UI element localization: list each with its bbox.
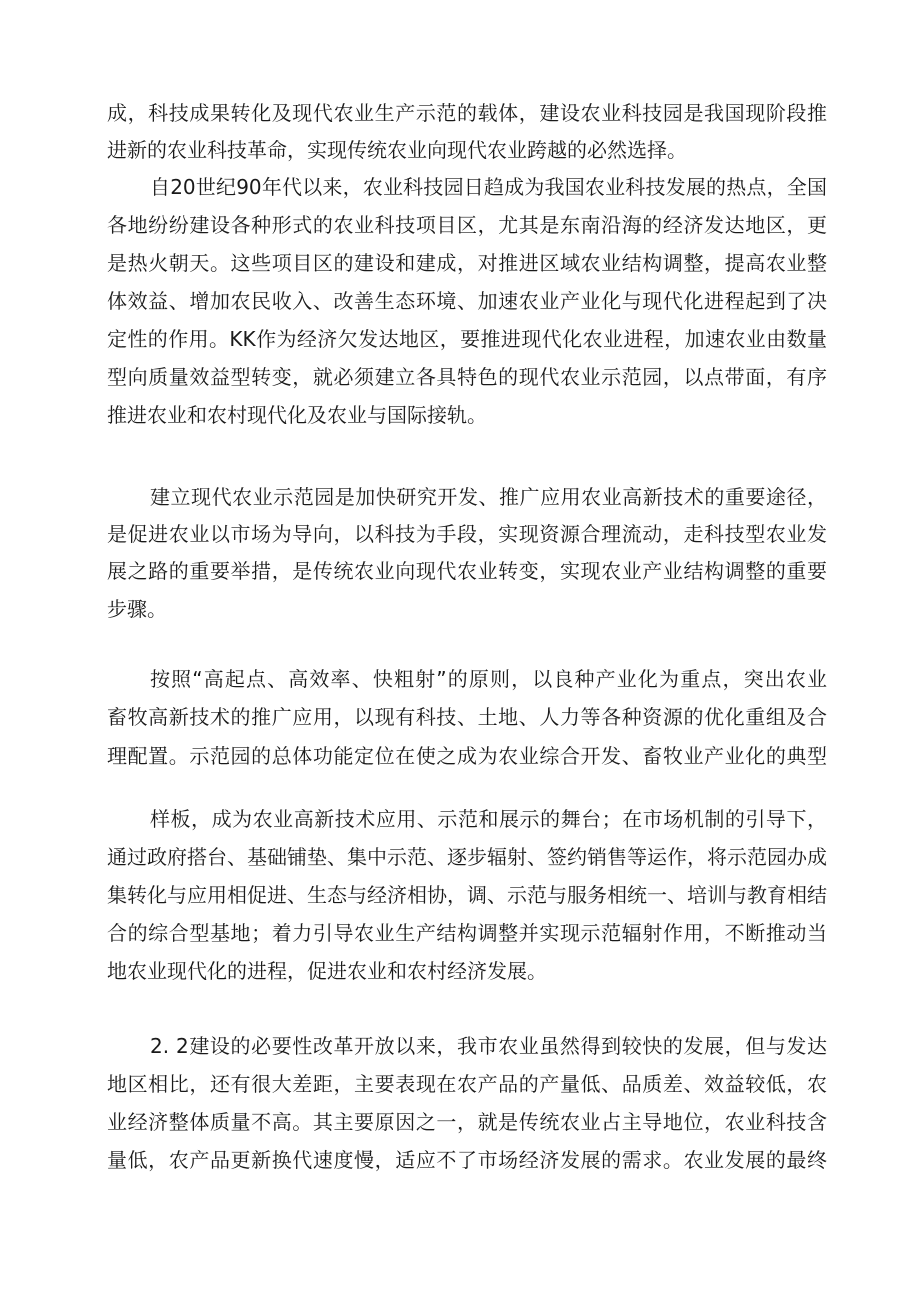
paragraph-3-line-1: 畜牧高新技术的推广应用，以现有科技、土地、人力等各种资源的优化重组及合: [107, 705, 827, 729]
paragraph-1-line-6: 推进农业和农村现代化及农业与国际接轨。: [107, 403, 487, 427]
paragraph-4-line-4: 地农业现代化的进程，促进农业和农村经济发展。: [107, 959, 547, 983]
paragraph-4-line-3: 合的综合型基地；着力引导农业生产结构调整并实现示范辐射作用，不断推动当: [107, 921, 827, 945]
paragraph-2-line-3: 步骤。: [107, 597, 167, 621]
paragraph-1-line-3: 体效益、增加农民收入、改善生态环境、加速农业产业化与现代化进程起到了决: [107, 289, 827, 313]
paragraph-5-line-0: 2. 2建设的必要性改革开放以来，我市农业虽然得到较快的发展，但与发达: [150, 1034, 827, 1058]
paragraph-1-line-2: 是热火朝天。这些项目区的建设和建成，对推进区域农业结构调整，提高农业整: [107, 251, 827, 275]
paragraph-3-line-0: 按照“高起点、高效率、快粗射”的原则，以良种产业化为重点，突出农业: [150, 667, 827, 691]
paragraph-4-line-0: 样板，成为农业高新技术应用、示范和展示的舞台；在市场机制的引导下，: [150, 807, 827, 831]
paragraph-3-line-2: 理配置。示范园的总体功能定位在使之成为农业综合开发、畜牧业产业化的典型: [107, 744, 827, 768]
paragraph-1-line-5: 型向质量效益型转变，就必须建立各具特色的现代农业示范园，以点带面，有序: [107, 365, 827, 389]
paragraph-0-line-1: 进新的农业科技革命，实现传统农业向现代农业跨越的必然选择。: [107, 138, 687, 162]
paragraph-2-line-1: 是促进农业以市场为导向，以科技为手段，实现资源合理流动，走科技型农业发: [107, 522, 827, 546]
paragraph-2-line-2: 展之路的重要举措，是传统农业向现代农业转变，实现农业产业结构调整的重要: [107, 559, 827, 583]
paragraph-1-line-0: 自20世纪90年代以来，农业科技园日趋成为我国农业科技发展的热点，全国: [150, 175, 827, 199]
paragraph-5-line-2: 业经济整体质量不高。其主要原因之一，就是传统农业占主导地位，农业科技含: [107, 1110, 827, 1134]
paragraph-0-line-0: 成，科技成果转化及现代农业生产示范的载体，建设农业科技园是我国现阶段推: [107, 101, 827, 125]
paragraph-1-line-1: 各地纷纷建设各种形式的农业科技项目区，尤其是东南沿海的经济发达地区，更: [107, 213, 827, 237]
paragraph-5-line-1: 地区相比，还有很大差距，主要表现在农产品的产量低、品质差、效益较低，农: [107, 1072, 827, 1096]
paragraph-4-line-2: 集转化与应用相促进、生态与经济相协，调、示范与服务相统一、培训与教育相结: [107, 883, 827, 907]
paragraph-1-line-4: 定性的作用。KK作为经济欠发达地区，要推进现代化农业进程，加速农业由数量: [107, 327, 827, 351]
paragraph-4-line-1: 通过政府搭台、基础铺垫、集中示范、逐步辐射、签约销售等运作，将示范园办成: [107, 845, 827, 869]
paragraph-2-line-0: 建立现代农业示范园是加快研究开发、推广应用农业高新技术的重要途径，: [150, 485, 827, 509]
paragraph-5-line-3: 量低，农产品更新换代速度慢，适应不了市场经济发展的需求。农业发展的最终: [107, 1148, 827, 1172]
